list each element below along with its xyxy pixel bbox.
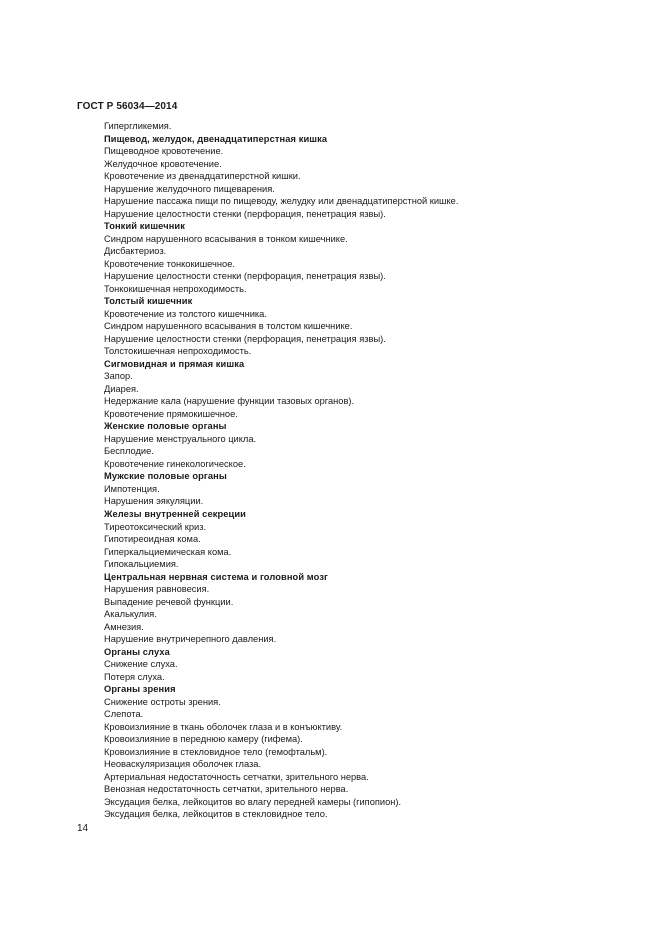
document-body bbox=[104, 120, 624, 821]
list-item: Гипотиреоидная кома. bbox=[104, 534, 201, 545]
list-item: Гипергликемия. bbox=[104, 121, 172, 131]
list-item: Нарушение целостности стенки (перфорация, пенетрация язвы). bbox=[104, 333, 386, 344]
list-item: Кровоизлияние в переднюю камеру (гифема). bbox=[104, 734, 303, 745]
list-item: Гипокальциемия. bbox=[104, 559, 179, 570]
list-item: Нарушения эякуляции. bbox=[104, 496, 204, 507]
list-item: Эксудация белка, лейкоцитов в стекловидное тело. bbox=[104, 809, 328, 820]
section-heading: Женские половые органы bbox=[104, 421, 227, 432]
section-heading: Сигмовидная и прямая кишка bbox=[104, 358, 245, 369]
list-item: Нарушение желудочного пищеварения. bbox=[104, 183, 275, 194]
list-item: Кровотечение прямокишечное. bbox=[104, 408, 238, 419]
list-item: Тонкокишечная непроходимость. bbox=[104, 283, 247, 294]
list-item: Нарушения равновесия. bbox=[104, 584, 210, 595]
list-item: Нарушение менструального цикла. bbox=[104, 433, 257, 444]
list-item: Снижение остроты зрения. bbox=[104, 696, 221, 707]
section-heading: Толстый кишечник bbox=[104, 296, 193, 307]
list-item: Диарея. bbox=[104, 383, 139, 394]
list-item: Кровотечение тонкокишечное. bbox=[104, 258, 235, 269]
list-item: Нарушение целостности стенки (перфорация, пенетрация язвы). bbox=[104, 208, 386, 219]
list-item: Толстокишечная непроходимость. bbox=[104, 346, 252, 357]
list-item: Неоваскуляризация оболочек глаза. bbox=[104, 759, 262, 770]
list-item: Кровотечение из двенадцатиперстной кишки. bbox=[104, 171, 301, 182]
list-item: Выпадение речевой функции. bbox=[104, 596, 234, 607]
list-item: Гиперкальциемическая кома. bbox=[104, 546, 232, 557]
list-item: Дисбактериоз. bbox=[104, 246, 167, 257]
document-header: ГОСТ Р 56034—2014 bbox=[77, 101, 178, 112]
list-item: Импотенция. bbox=[104, 483, 160, 494]
section-heading: Тонкий кишечник bbox=[104, 221, 185, 232]
section-heading: Органы зрения bbox=[104, 684, 176, 695]
list-item: Желудочное кровотечение. bbox=[104, 158, 222, 169]
list-item: Слепота. bbox=[104, 709, 144, 720]
list-item: Эксудация белка, лейкоцитов во влагу передней камеры (гипопион). bbox=[104, 796, 402, 807]
list-item: Кровотечение гинекологическое. bbox=[104, 458, 246, 469]
section-heading: Мужские половые органы bbox=[104, 471, 227, 482]
page-number: 14 bbox=[77, 823, 89, 834]
list-item: Синдром нарушенного всасывания в толстом кишечнике. bbox=[104, 321, 353, 332]
list-item: Нарушение целостности стенки (перфорация, пенетрация язвы). bbox=[104, 271, 386, 282]
list-item: Нарушение пассажа пищи по пищеводу, желудку или двенадцатиперстной кишке. bbox=[104, 196, 459, 207]
list-item: Запор. bbox=[104, 371, 133, 382]
section-heading: Органы слуха bbox=[104, 646, 170, 657]
list-item: Венозная недостаточность сетчатки, зрительного нерва. bbox=[104, 784, 349, 795]
list-item: Тиреотоксический криз. bbox=[104, 521, 207, 532]
list-item: Кровоизлияние в стекловидное тело (гемофтальм). bbox=[104, 746, 328, 757]
list-item: Пищеводное кровотечение. bbox=[104, 146, 224, 157]
list-item: Недержание кала (нарушение функции тазовых органов). bbox=[104, 396, 355, 407]
list-item: Снижение слуха. bbox=[104, 659, 178, 670]
section-heading: Железы внутренней секреции bbox=[104, 508, 246, 519]
list-item: Синдром нарушенного всасывания в тонком кишечнике. bbox=[104, 233, 348, 244]
list-item: Кровоизлияние в ткань оболочек глаза и в конъюктиву. bbox=[104, 721, 343, 732]
list-item: Артериальная недостаточность сетчатки, зрительного нерва. bbox=[104, 771, 369, 782]
section-heading: Пищевод, желудок, двенадцатиперстная кишка bbox=[104, 133, 328, 144]
list-item: Акалькулия. bbox=[104, 609, 157, 620]
list-item: Кровотечение из толстого кишечника. bbox=[104, 308, 267, 319]
list-item: Нарушение внутричерепного давления. bbox=[104, 634, 277, 645]
list-item: Потеря слуха. bbox=[104, 671, 165, 682]
section-heading: Центральная нервная система и головной мозг bbox=[104, 571, 329, 582]
list-item: Амнезия. bbox=[104, 621, 144, 632]
list-item: Бесплодие. bbox=[104, 446, 154, 457]
